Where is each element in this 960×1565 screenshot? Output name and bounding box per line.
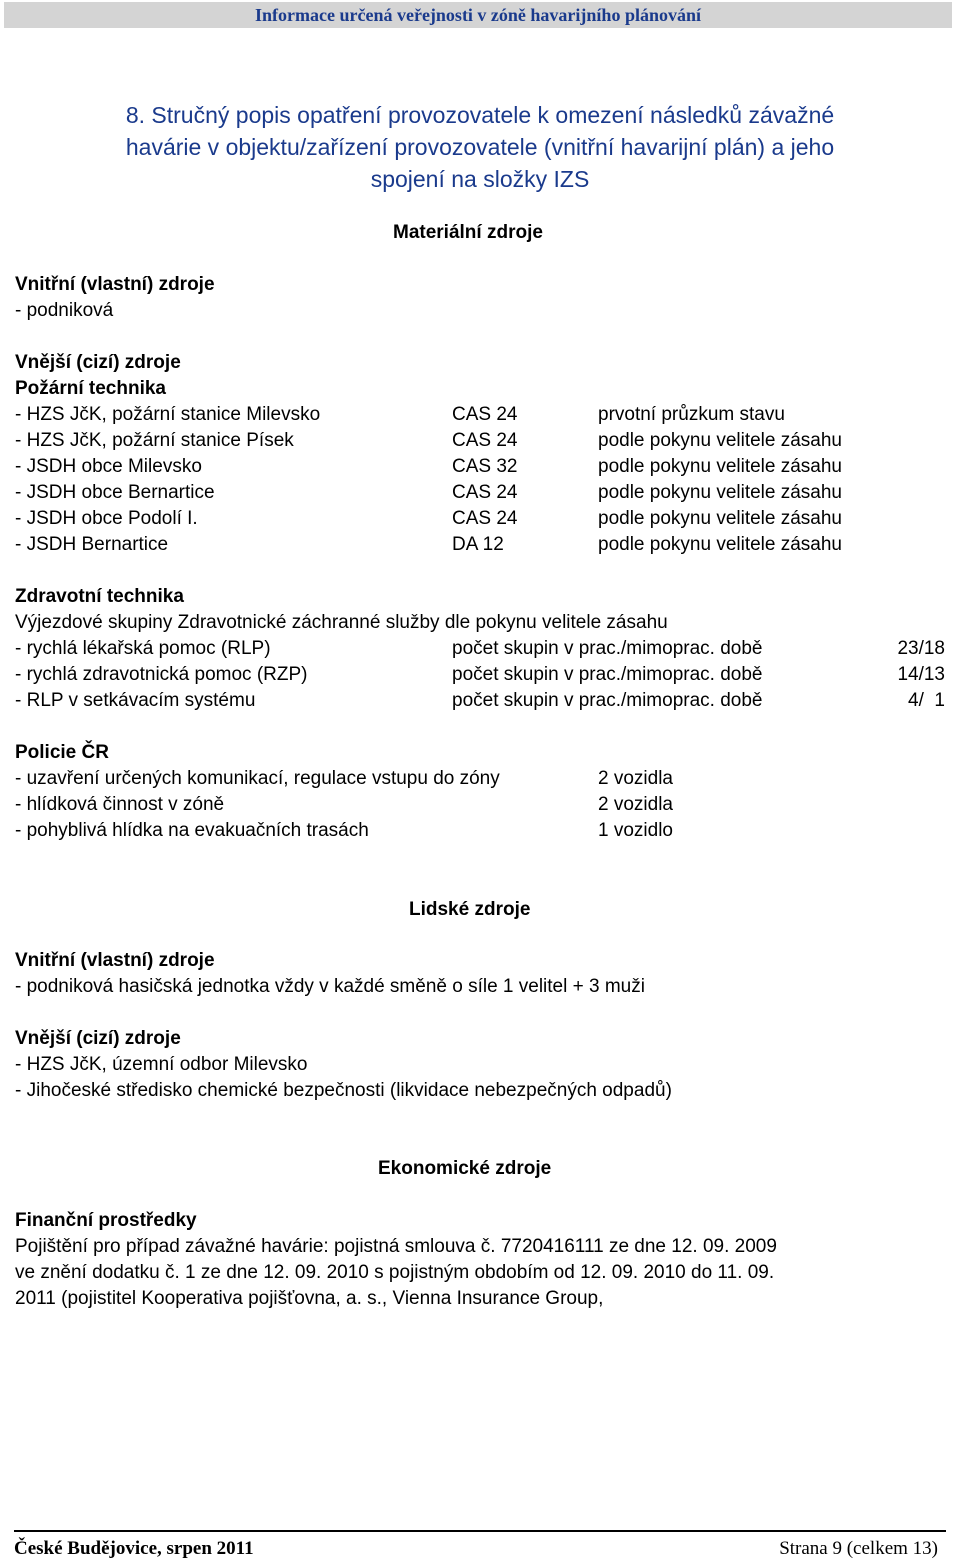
page-footer [14,1530,946,1562]
fire-vehicle: DA 12 [452,534,504,555]
fire-role: podle pokynu velitele zásahu [598,456,843,477]
medical-unit: - rychlá lékařská pomoc (RLP) [15,638,271,659]
medical-unit: - rychlá zdravotnická pomoc (RZP) [15,664,308,685]
fire-unit: - JSDH obce Podolí I. [15,508,198,529]
medical-count: 23/18 [897,638,945,659]
medical-desc: počet skupin v prac./mimoprac. době [452,664,763,685]
medical-count: 4/ 1 [908,690,945,711]
material-heading: Materiální zdroje [393,222,543,243]
fire-unit: - JSDH obce Milevsko [15,456,202,477]
fire-role: podle pokynu velitele zásahu [598,482,843,503]
human-external-heading: Vnější (cizí) zdroje [15,1028,181,1049]
fire-vehicle: CAS 24 [452,404,518,425]
finance-text-line: ve znění dodatku č. 1 ze dne 12. 09. 2010 s pojistným obdobím od 12. 09. 2010 do 11. 09. [15,1262,775,1283]
human-internal-heading: Vnitřní (vlastní) zdroje [15,950,215,971]
fire-role: podle pokynu velitele zásahu [598,534,843,555]
running-header: Informace určená veřejnosti v zóně havarijního plánování [4,2,952,28]
economic-heading: Ekonomické zdroje [378,1158,552,1179]
fire-role: podle pokynu velitele zásahu [598,508,843,529]
footer-location-date: České Budějovice, srpen 2011 [14,1538,254,1559]
police-task: - pohyblivá hlídka na evakuačních trasách [15,820,369,841]
medical-equipment-heading: Zdravotní technika [15,586,184,607]
medical-unit: - RLP v setkávacím systému [15,690,256,711]
human-heading: Lidské zdroje [409,899,531,920]
medical-intro: Výjezdové skupiny Zdravotnické záchranné služby dle pokynu velitele zásahu [15,612,668,633]
police-count: 1 vozidlo [598,820,673,841]
internal-resources-item: - podniková [15,300,114,321]
police-count: 2 vozidla [598,768,673,789]
finance-text-line: Pojištění pro případ závažné havárie: pojistná smlouva č. 7720416111 ze dne 12. 09. 2009 [15,1236,777,1257]
human-external-item: - HZS JčK, územní odbor Milevsko [15,1054,308,1075]
fire-vehicle: CAS 24 [452,482,518,503]
human-external-item: - Jihočeské středisko chemické bezpečnosti (likvidace nebezpečných odpadů) [15,1080,672,1101]
external-resources-heading: Vnější (cizí) zdroje [15,352,181,373]
fire-unit: - HZS JčK, požární stanice Milevsko [15,404,321,425]
police-task: - hlídková činnost v zóně [15,794,225,815]
medical-desc: počet skupin v prac./mimoprac. době [452,690,763,711]
section-title [10,99,950,195]
medical-desc: počet skupin v prac./mimoprac. době [452,638,763,659]
medical-count: 14/13 [897,664,945,685]
fire-role: prvotní průzkum stavu [598,404,785,425]
footer-page-number: Strana 9 (celkem 13) [779,1538,938,1559]
section-title-line: havárie v objektu/zařízení provozovatele (vnitřní havarijní plán) a jeho [125,134,835,160]
police-heading: Policie ČR [15,742,109,763]
fire-vehicle: CAS 24 [452,430,518,451]
section-title-line: 8. Stručný popis opatření provozovatele k omezení následků závažné [125,102,835,128]
fire-unit: - HZS JčK, požární stanice Písek [15,430,294,451]
fire-vehicle: CAS 24 [452,508,518,529]
police-count: 2 vozidla [598,794,673,815]
fire-unit: - JSDH Bernartice [15,534,169,555]
fire-unit: - JSDH obce Bernartice [15,482,215,503]
internal-resources-heading: Vnitřní (vlastní) zdroje [15,274,215,295]
finance-text-line: 2011 (pojistitel Kooperativa pojišťovna, a. s., Vienna Insurance Group, [15,1288,604,1309]
section-title-line: spojení na složky IZS [370,166,590,192]
fire-vehicle: CAS 32 [452,456,518,477]
fire-equipment-heading: Požární technika [15,378,166,399]
finance-heading: Finanční prostředky [15,1210,197,1231]
police-task: - uzavření určených komunikací, regulace vstupu do zóny [15,768,500,789]
fire-role: podle pokynu velitele zásahu [598,430,843,451]
human-internal-item: - podniková hasičská jednotka vždy v každé směně o síle 1 velitel + 3 muži [15,976,645,997]
